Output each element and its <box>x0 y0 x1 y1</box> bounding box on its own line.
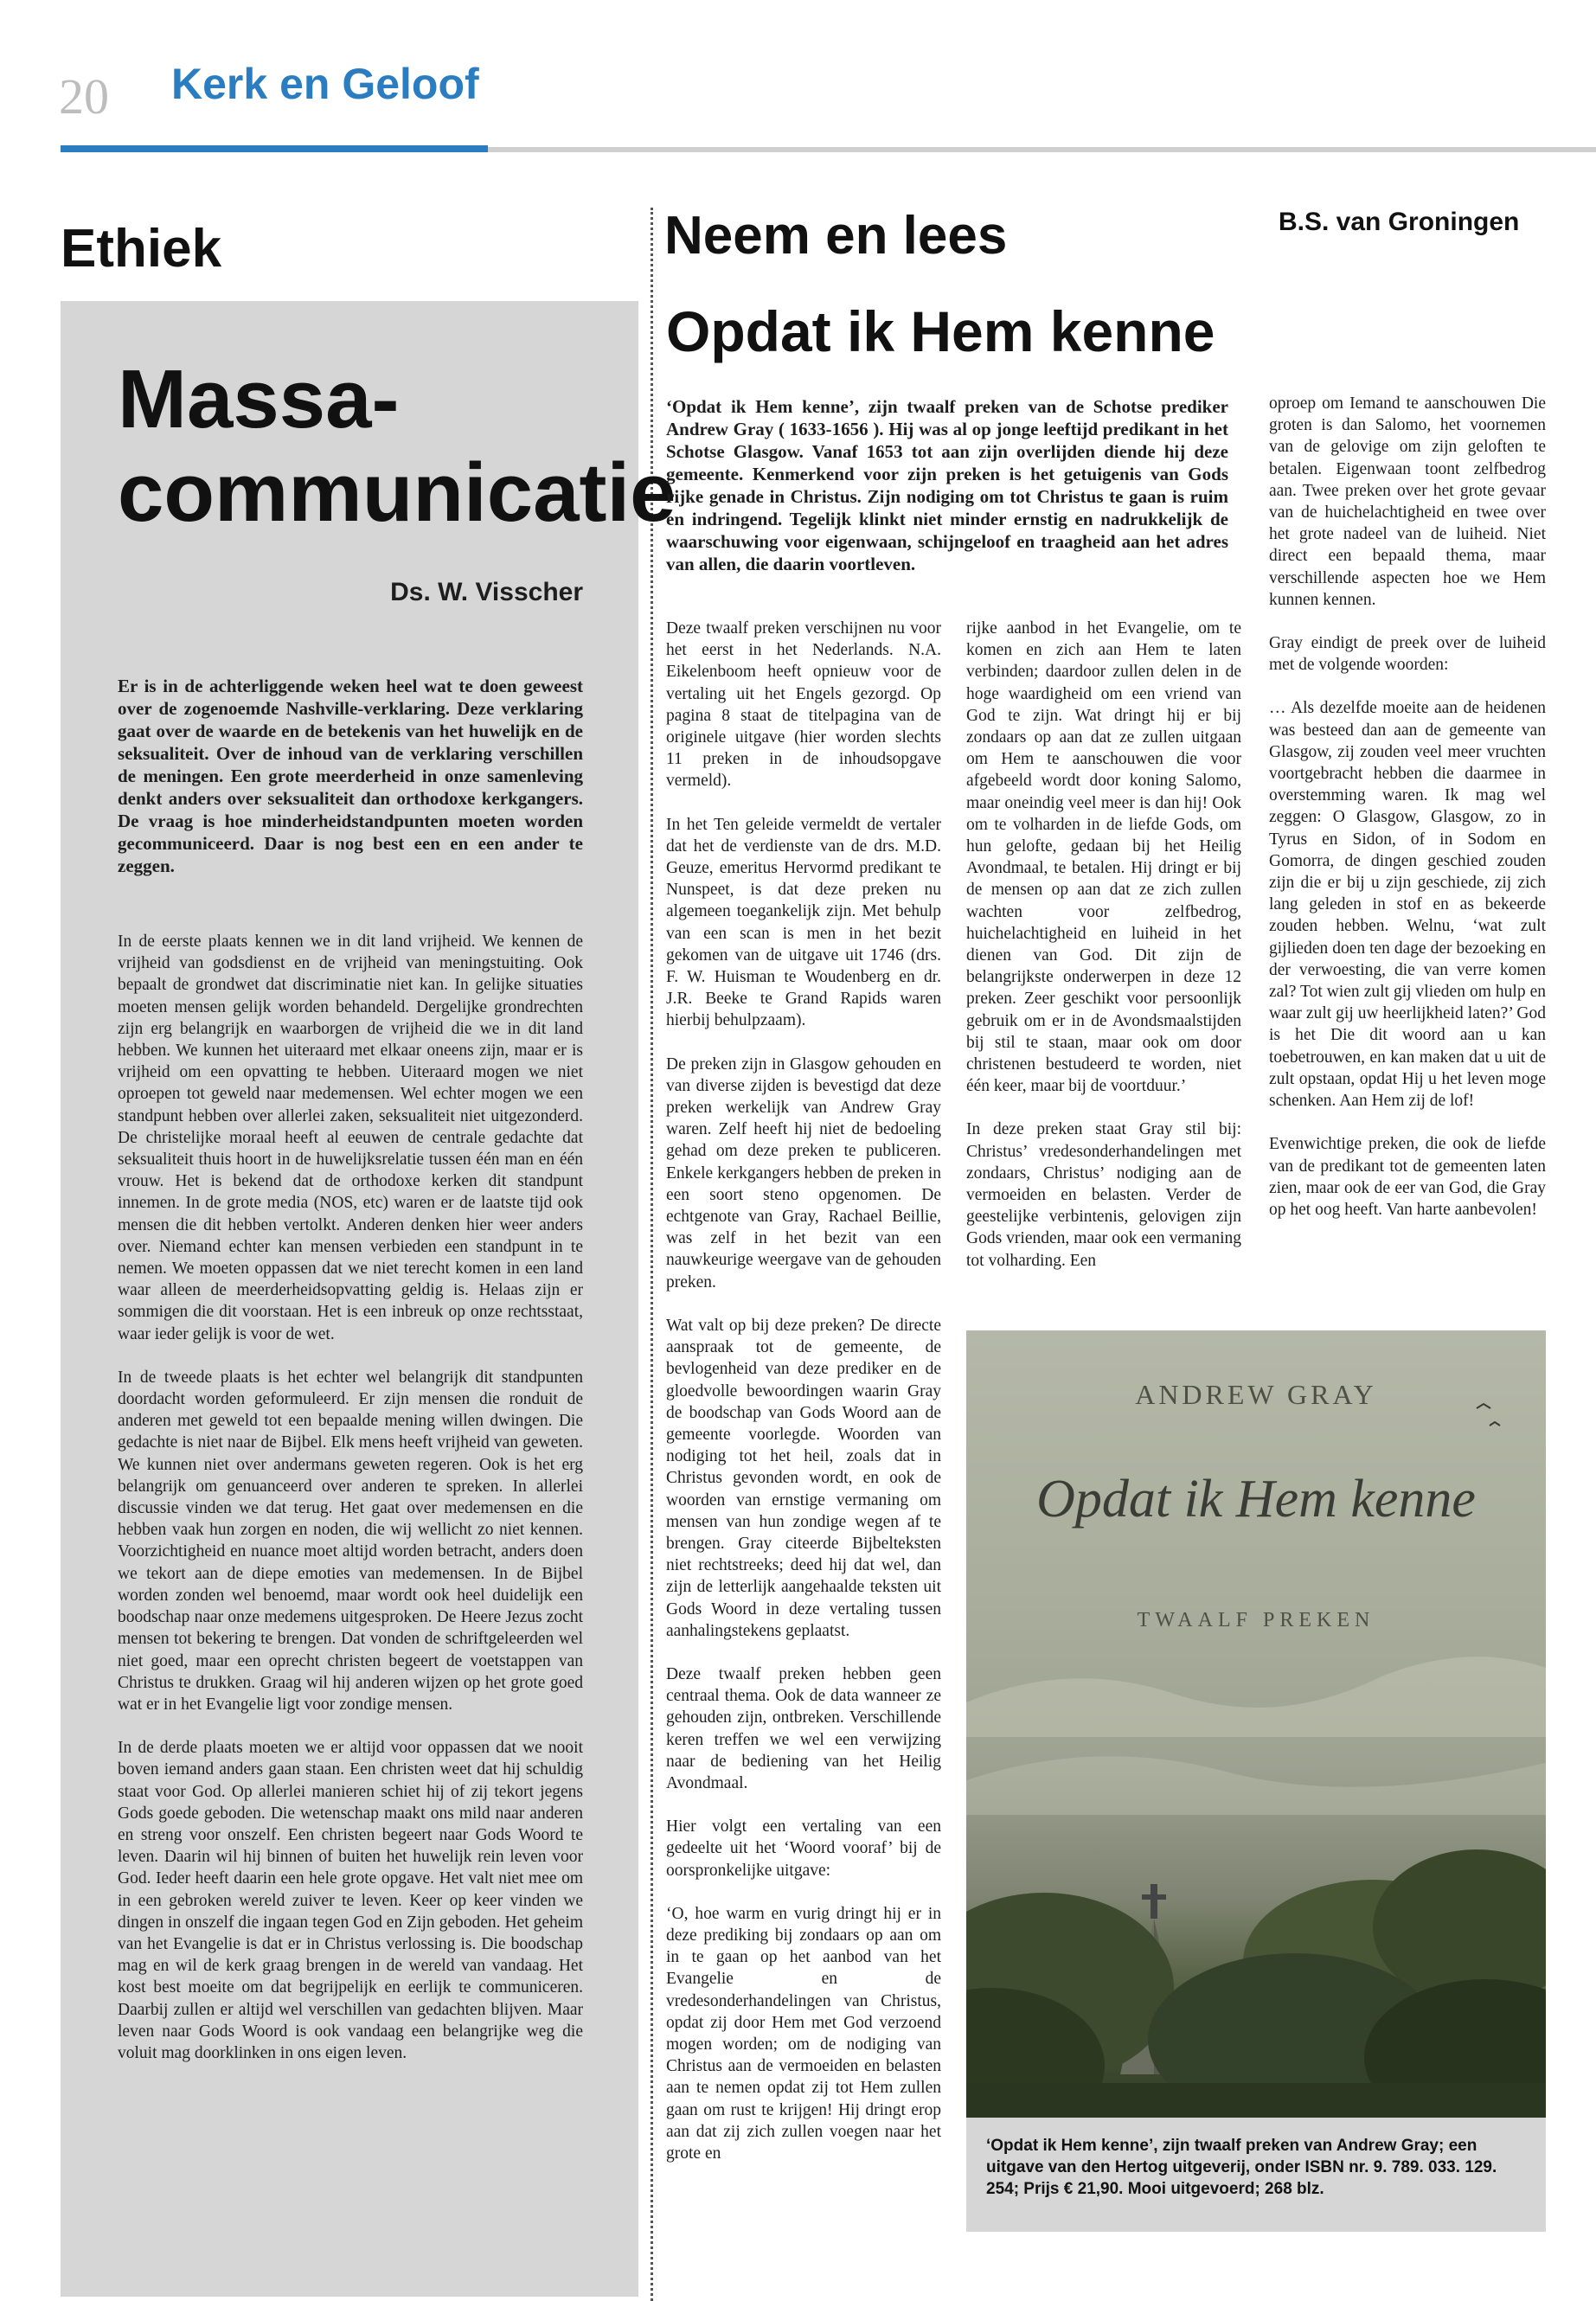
paragraph: In het Ten geleide vermeldt de vertaler dat het de verdienste van de drs. M.D. Geuze, emeritus Hervormd predikant te Nunspeet, is dat deze preken nu algemeen toegankelijk zijn. Met behulp van een scan is men in het bezit gekomen van de uitgave uit 1746 (drs. F. W. Huisman te Woudenberg en dr. J.R. Beeke te Grand Rapids waren hierbij behulpzaam). <box>666 815 941 1030</box>
book-title: Opdat ik Hem kenne <box>1036 1470 1476 1529</box>
paragraph: Deze twaalf preken verschijnen nu voor het eerst in het Nederlands. N.A. Eikelenboom heeft opnieuw voor de vertaling uit het Engels gezorgd. Op pagina 8 staat de titelpagina van de originele uitgave (hier worden slechts 11 preken in de inhoudsopgave vermeld). <box>666 619 941 791</box>
book-caption: ‘Opdat ik Hem kenne’, zijn twaalf preken van Andrew Gray; een uitgave van den Hertog uitgeverij, onder ISBN nr. 9. 789. 033. 129. 254; Prijs € 21,90. Mooi uitgevoerd; 268 blz. <box>986 2137 1497 2198</box>
column-heading-ethiek: Ethiek <box>61 219 222 279</box>
paragraph: In de eerste plaats kennen we in dit land vrijheid. We kennen de vrijheid van godsdienst en de vrijheid van meningstuiting. Ook bepaalt de grondwet dat discriminatie niet kan. In gelijke situaties moeten mensen gelijk worden behandeld. Dergelijke grondrechten zijn erg belangrijk en waarborgen de vrijheid die we in dit land hebben. We kunnen het uiteraard met elkaar oneens zijn, maar er is vrijheid om een opvatting te hebben. Uiteraard mogen we niet oproepen tot geweld naar medemensen. Wel echter mogen we een standpunt hebben over allerlei zaken, seksualiteit niet uitgezonderd. De christelijke moraal heeft al eeuwen de centrale gedachte dat seksualiteit thuis hoort in de huwelijksrelatie tussen één man en één vrouw. Het is bekend dat de orthodoxe kerken dit standpunt innemen. In de grote media (NOS, etc) waren er de laatste tijd ook mensen die dit hebben vertolkt. Anderen denken hier weer anders over. Niemand echter kan mensen verbieden een standpunt in te nemen. We moeten oppassen dat we niet terecht komen in een land waar alleen de meerderheidsopvatting geldig is. Helaas zijn er sommigen die dit voorstaan. Het is een inbreuk op onze rechtsstaat, waar ieder gelijk is voor de wet. <box>118 933 583 1343</box>
article-title-line1: Massa- <box>118 353 400 445</box>
paragraph: In de derde plaats moeten we er altijd voor oppassen dat we nooit boven iemand anders gaan staan. Een christen weet dat hij schuldig staat voor God. Op allerlei manieren schiet hij of zij tekort jegens Gods goede geboden. Die wetenschap maakt ons mild naar anderen en streng voor onszelf. Een christen begeert naar Gods Woord te leven. Daarin wil hij binnen of buiten het huwelijk rein leven voor God. Ieder heeft daarin een hele grote opgave. Het valt niet mee om in een gebroken wereld zuiver te leven. Keer op keer vinden we dingen in onszelf die ingaan tegen God en Zijn geboden. Het geheim van het Evangelie is dat er in Christus verlossing is. Die boodschap mag en wil de kerk graag brengen in de wereld van vandaag. Het kost best moeite om dat begrijpelijk en eerlijk te communiceren. Daarbij zullen er altijd wel verschillen van gedachten blijven. Maar leven naar Gods Woord is ook vandaag een belangrijke weg die voluit mag doorklinken in ons eigen leven. <box>118 1739 583 2062</box>
paragraph: Hier volgt een vertaling van een gedeelte uit het ‘Woord vooraf’ bij de oorspronkelijke uitgave: <box>666 1817 941 1880</box>
article-author: Ds. W. Visscher <box>390 578 583 606</box>
review-lead: ‘Opdat ik Hem kenne’, zijn twaalf preken van de Schotse prediker Andrew Gray ( 1633-1656 ). Hij was al op jonge leeftijd predikant in het Schotse Glasgow. Vanaf 1653 tot aan zijn overlijden diende hij deze gemeente. Kenmerkend voor zijn preken is het getuigenis van Gods rijke genade in Christus. Zijn nodiging om tot Christus te gaan is ruim en indringend. Tegelijk klinkt niet minder ernstig en nadrukkelijk de waarschuwing voor eigenwaan, schijngeloof en traagheid aan het adres van allen, die daarin voortleven. <box>666 396 1228 574</box>
paragraph: In de tweede plaats is het echter wel belangrijk dit standpunten doordacht worden geformuleerd. Er zijn mensen die ronduit de anderen met geweld tot een bepaalde mening willen dwingen. Die gedachte is niet naar de Bijbel. Elk mens heeft vrijheid van geweten. We kunnen niet over andermans geweten regeren. Ook is het erg belangrijk om genuanceerd over anderen te spreken. In allerlei discussie vinden we dat terug. Het gaat over medemensen en die hebben vaak hun zorgen en noden, die wij wellicht zo niet kennen. Voorzichtigheid en nuance moet altijd worden betracht, anders doen we tekort aan de diepe emoties van medemensen. In de Bijbel worden zonden wel benoemd, maar wordt ook heel duidelijk een boodschap naar onze medemens uitgesproken. De Heere Jezus zocht mensen tot bekering te brengen. Dat vonden de schriftgeleerden wel niet goed, maar een oprecht christen begeert de voetstappen van Christus te drukken. Graag wil hij anderen wijzen op het grote goed wat er in het Evangelie ligt voor zondige mensen. <box>118 1368 583 1714</box>
article-title <box>118 353 676 540</box>
review-column-3 <box>1269 393 1546 1242</box>
section-title: Kerk en Geloof <box>171 60 479 108</box>
paragraph: In deze preken staat Gray stil bij: Christus’ vredesonderhandelingen met zondaars, Christus’ nodiging aan de vermoeiden en belasten. Verder de geestelijke verbintenis, gelovigen zijn Gods vrienden, maar ook een vermaning tot volharding. Een <box>966 1120 1241 1270</box>
book-author: ANDREW GRAY <box>1135 1379 1377 1410</box>
book-subtitle: TWAALF PREKEN <box>1137 1609 1375 1631</box>
review-column-1 <box>666 618 941 2186</box>
column-heading-neem-en-lees: Neem en lees <box>664 206 1008 266</box>
paragraph: Wat valt op bij deze preken? De directe aanspraak tot de gemeente, de bevlogenheid van deze prediker en de gloedvolle bewoordingen waarin Gray de boodschap van Gods Woord aan de gemeente voorlegde. Woorden van nodiging tot het heil, zoals dat in Christus gevonden wordt, en ook de woorden van ernstige vermaning om mensen van hun zondige wegen af te brengen. Gray citeerde Bijbelteksten niet rechtstreeks; deed hij dat wel, dan zijn de letterlijk aangehaalde teksten uit Gods Woord in deze vertaling tussen aanhalingstekens geplaatst. <box>666 1316 941 1640</box>
article-body <box>118 931 583 2086</box>
review-column-2 <box>966 618 1241 1293</box>
paragraph: Evenwichtige preken, die ook de liefde van de predikant tot de gemeenten laten zien, maar ook de eer van God, die Gray op het oog heeft. Van harte aanbevolen! <box>1269 1135 1546 1219</box>
article-lead: Er is in de achterliggende weken heel wat te doen geweest over de zogenoemde Nashville-verklaring. Deze verklaring gaat over de waarde en de betekenis van het huwelijk en de seksualiteit. Over de inhoud van de verklaring verschillen de meningen. Een grote meerderheid in onze samenleving denkt anders over seksualiteit dan orthodoxe kerkgangers. De vraag is hoe minderheidstandpunten moeten worden gecommuniceerd. Daar is nog best een en een ander te zeggen. <box>118 676 583 876</box>
paragraph: De preken zijn in Glasgow gehouden en van diverse zijden is bevestigd dat deze preken werkelijk van Andrew Gray waren. Zelf heeft hij niet de bedoeling gehad om deze preken te publiceren. Enkele kerkgangers hebben de preken in een soort steno opgenomen. De echtgenote van Gray, Rachael Beillie, was zelf in het bezit van een nauwkeurige weergave van de gehouden preken. <box>666 1054 941 1292</box>
paragraph: rijke aanbod in het Evangelie, om te komen en zich aan Hem te laten verbinden; daardoor zullen delen in de hoge waardigheid om een vriend van God te zijn. Wat dringt hij er bij zondaars op aan dat ze zullen uitgaan om Hem te aanschouwen die voor afgebeeld wordt door koning Salomo, maar oneindig veel meer is dan hij! Ook om te volharden in de liefde Gods, om hun gelofte, gedaan bij het Heilig Avondmaal, te betalen. Hij dringt er bij de mensen op aan dat ze zich zullen wachten voor zelfbedrog, huichelachtigheid en luiheid in het dienen van God. Dit zijn de belangrijkste onderwerpen in deze 12 preken. Zeer geschikt voor persoonlijk gebruik om er in de Avondsmaalstijden bij stil te staan, maar ook om door christenen bestudeerd te worden, niet één keer, maar bij de voortduur.’ <box>966 619 1241 1096</box>
header-rule-accent <box>61 145 488 152</box>
article-title-line2: communicatie <box>118 446 676 539</box>
paragraph: Deze twaalf preken hebben geen centraal thema. Ook de data wanneer ze gehouden zijn, ontbreken. Verschillende keren treffen we wel een verwijzing naar de bediening van het Heilig Avondmaal. <box>666 1664 941 1792</box>
paragraph: oproep om Iemand te aanschouwen Die groten is dan Salomo, het voornemen van de gelovige om zijn geloften te betalen. Eigenwaan toont zelfbedrog aan. Twee preken over het grote gevaar van de huichelachtigheid en twee over het grote nadeel van de luiheid. Niet direct een bepaald thema, maar verschillende aspecten hoe we Hem kunnen kennen. <box>1269 394 1546 609</box>
page-number: 20 <box>59 68 109 125</box>
book-cover-landscape <box>966 1330 1546 2118</box>
book-cover-image <box>966 1330 1546 2118</box>
paragraph: Gray eindigt de preek over de luiheid met de volgende woorden: <box>1269 634 1546 675</box>
paragraph: … Als dezelfde moeite aan de heidenen was besteed dan aan de gemeente van Glasgow, zij zouden veel meer vruchten voortgebracht hebben die daarmee in overstemming waren. Ik mag wel zeggen: O Glasgow, Glasgow, zo in Tyrus en Sidon, of in Sodom en Gomorra, de dingen geschied zouden zijn die er bij u zijn geschiede, zij zich lang geleden in stof en as bekeerde zouden hebben. Welnu, ‘wat zult gijlieden doen ten dage der bezoeking en der verwoesting, die van verre komen zal? Tot wien zult gij vlieden om hulp en waar zult gij uw heerlijkheid laten?’ God is het Die dit woord aan u kan toebetrouwen, en kan maken dat u uit de zult opstaan, opdat Hij u het leven moge schenken. Aan Hem zij de lof! <box>1269 699 1546 1111</box>
header-rule <box>488 147 1596 152</box>
review-title: Opdat ik Hem kenne <box>666 299 1215 363</box>
paragraph: ‘O, hoe warm en vurig dringt hij er in deze prediking bij zondaars op aan om in te gaan op het aanbod van het Evangelie en de vredesonderhandelingen van Christus, opdat zij door Hem met God verzoend mogen worden; om de nodiging van Christus aan de vermoeiden en belasten aan te nemen opdat zij tot Hem zullen gaan om rust te krijgen! Hij dringt erop aan dat zij zich zullen voegen naar het grote en <box>666 1904 941 2163</box>
review-author: B.S. van Groningen <box>1279 208 1520 236</box>
